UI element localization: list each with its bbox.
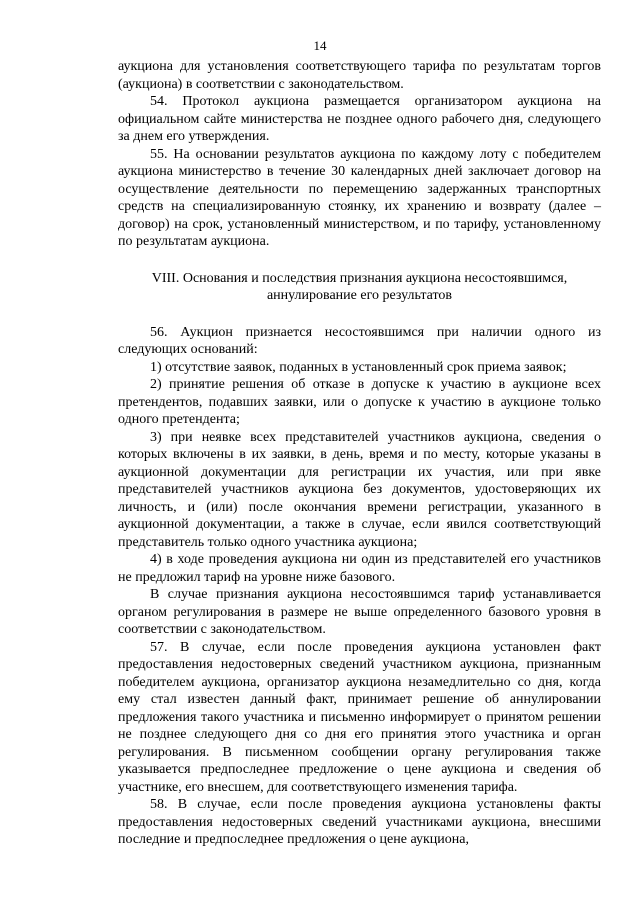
section-heading-line-2: аннулирование его результатов — [266, 288, 453, 303]
page-number: 14 — [313, 38, 327, 53]
section-heading-line-1: VIII. Основания и последствия признания аукциона несостоявшимся, — [151, 270, 568, 286]
paragraph-55: 55. На основании результатов аукциона по каждому лоту с победителем аукциона министерство в течение 30 календарных дней заключает договор на осуществление деятельности по перемещению задержанных транспортных средств на специализированную стоянку, их хранению и возврату (далее – договор) на срок, установленный министерством, и по тарифу, установленному по результатам аукциона. — [118, 146, 601, 249]
paragraph-56: 56. Аукцион признается несостоявшимся при наличии одного из следующих оснований: — [118, 324, 601, 357]
section-heading — [118, 270, 601, 305]
document-body — [118, 58, 601, 849]
list-item-2: 2) принятие решения об отказе в допуске к участию в аукционе всех претендентов, подавших заявки, или о допуске к участию в аукционе только одного претендента; — [118, 377, 601, 427]
paragraph-57: 57. В случае, если после проведения аукциона установлен факт предоставления недостоверных сведений участником аукциона, признанным победителем аукциона, организатор аукциона незамедлительно со дня, когда ему стал известен данный факт, принимает решение об аннулировании предложения такого участника и письменно информирует о принятом решении не позднее следующего дня со дня его принятия этого участника и орган регулирования. В письменном сообщении органу регулирования также указывается предпоследнее предложение о цене аукциона и сведения об участнике, его внесшем, для соответствующего изменения тарифа. — [118, 639, 601, 795]
paragraph-tariff: В случае признания аукциона несостоявшимся тариф устанавливается органом регулирования в размере не выше определенного базового уровня в соответствии с законодательством. — [118, 587, 601, 637]
list-item-1: 1) отсутствие заявок, поданных в установленный срок приема заявок; — [150, 359, 567, 375]
list-item-3: 3) при неявке всех представителей участников аукциона, сведения о которых включены в их заявки, в день, время и по месту, которые указаны в аукционной документации для регистрации их участия, или при явке представителей участников аукциона без документов, удостоверяющих их личность, и (или) после окончания времени регистрации, указанного в аукционной документации, а также в случае, если явился соответствующий представитель только одного участника аукциона; — [118, 429, 601, 550]
paragraph-54: 54. Протокол аукциона размещается организатором аукциона на официальном сайте министерства не позднее одного рабочего дня, следующего за днем его утверждения. — [118, 94, 601, 144]
paragraph-58: 58. В случае, если после проведения аукциона установлены факты предоставления недостоверных сведений участниками аукциона, внесшими последние и предпоследнее предложения о цене аукциона, — [118, 797, 601, 847]
list-item-4: 4) в ходе проведения аукциона ни один из представителей его участников не предложил тариф на уровне ниже базового. — [118, 552, 601, 585]
paragraph-continuation: аукциона для установления соответствующего тарифа по результатам торгов (аукциона) в соответствии с законодательством. — [118, 59, 601, 92]
